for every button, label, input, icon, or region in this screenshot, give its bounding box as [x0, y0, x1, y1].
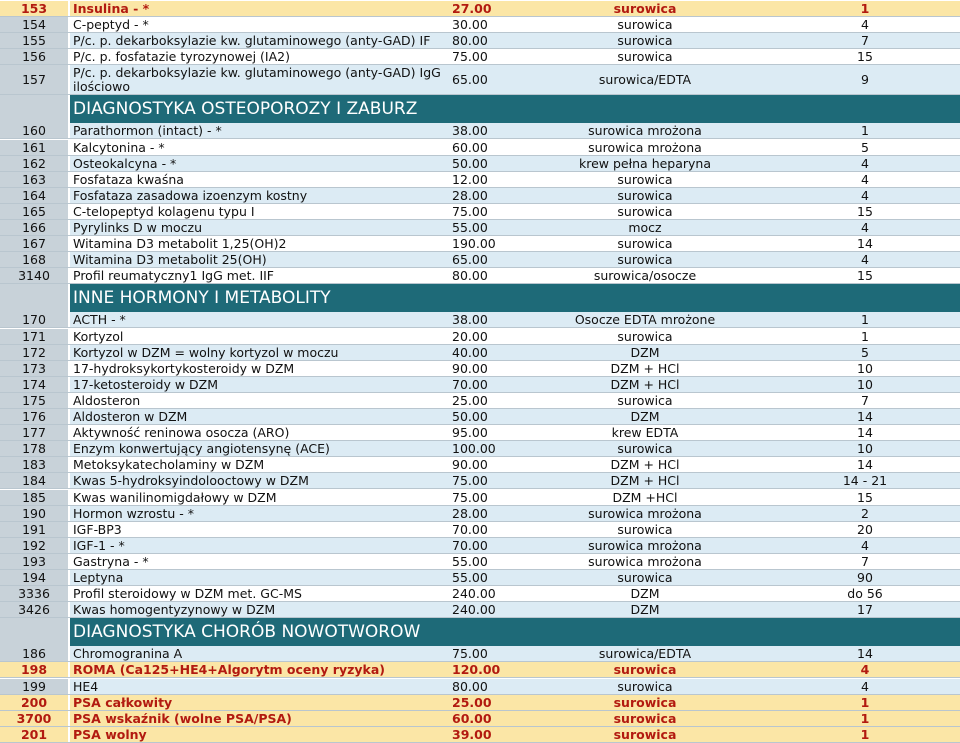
test-price: 70.00	[448, 522, 520, 537]
test-name: Insulina - *	[70, 1, 448, 16]
test-id: 155	[0, 33, 68, 48]
test-name: Kwas homogentyzynowy w DZM	[70, 602, 448, 617]
test-name: Kwas 5-hydroksyindolooctowy w DZM	[70, 473, 448, 488]
test-price: 120.00	[448, 662, 520, 677]
test-price: 55.00	[448, 554, 520, 569]
test-price: 60.00	[448, 140, 520, 155]
table-row	[0, 646, 960, 662]
table-row	[0, 441, 960, 457]
table-row	[0, 204, 960, 220]
test-material: surowica mrożona	[520, 554, 770, 569]
test-material: surowica	[520, 679, 770, 694]
table-row	[0, 17, 960, 33]
test-turnaround: 15	[770, 204, 960, 219]
test-id: 194	[0, 570, 68, 585]
test-id: 172	[0, 345, 68, 360]
test-name: Pyrylinks D w moczu	[70, 220, 448, 235]
test-material: krew pełna heparyna	[520, 156, 770, 171]
section-id-cell	[0, 618, 68, 646]
table-row	[0, 377, 960, 393]
test-id: 192	[0, 538, 68, 553]
test-id: 198	[0, 662, 68, 677]
test-turnaround: 2	[770, 506, 960, 521]
test-price: 65.00	[448, 252, 520, 267]
test-material: surowica/EDTA	[520, 65, 770, 94]
test-id: 183	[0, 457, 68, 472]
table-row	[0, 727, 960, 743]
test-material: DZM	[520, 586, 770, 601]
section-header	[0, 284, 960, 312]
test-price: 75.00	[448, 473, 520, 488]
test-price: 20.00	[448, 329, 520, 344]
test-material: surowica mrożona	[520, 140, 770, 155]
test-material: surowica mrożona	[520, 506, 770, 521]
test-turnaround: 4	[770, 172, 960, 187]
test-price: 190.00	[448, 236, 520, 251]
test-name: Osteokalcyna - *	[70, 156, 448, 171]
test-price: 75.00	[448, 646, 520, 661]
test-material: surowica mrożona	[520, 123, 770, 138]
table-row	[0, 602, 960, 618]
test-material: krew EDTA	[520, 425, 770, 440]
table-row	[0, 361, 960, 377]
test-name: Kortyzol	[70, 329, 448, 344]
table-row	[0, 312, 960, 328]
test-id: 3426	[0, 602, 68, 617]
test-id: 161	[0, 140, 68, 155]
test-turnaround: 4	[770, 220, 960, 235]
test-turnaround: 14 - 21	[770, 473, 960, 488]
test-name: PSA wskaźnik (wolne PSA/PSA)	[70, 711, 448, 726]
test-turnaround: 7	[770, 554, 960, 569]
section-title: DIAGNOSTYKA CHORÓB NOWOTWOROW	[73, 622, 421, 643]
test-name: Hormon wzrostu - *	[70, 506, 448, 521]
test-turnaround: 1	[770, 695, 960, 710]
table-row	[0, 268, 960, 284]
test-id: 157	[0, 65, 68, 94]
test-material: surowica	[520, 1, 770, 16]
test-name: Kalcytonina - *	[70, 140, 448, 155]
test-price: 12.00	[448, 172, 520, 187]
test-name: ROMA (Ca125+HE4+Algorytm oceny ryzyka)	[70, 662, 448, 677]
test-price: 60.00	[448, 711, 520, 726]
test-id: 185	[0, 490, 68, 505]
test-turnaround: 4	[770, 252, 960, 267]
test-price: 70.00	[448, 377, 520, 392]
table-row	[0, 586, 960, 602]
table-row	[0, 188, 960, 204]
test-material: Osocze EDTA mrożone	[520, 312, 770, 327]
test-name: Leptyna	[70, 570, 448, 585]
table-row	[0, 662, 960, 678]
test-name: C-peptyd - *	[70, 17, 448, 32]
test-turnaround: 4	[770, 156, 960, 171]
test-name: Parathormon (intact) - *	[70, 123, 448, 138]
test-turnaround: 14	[770, 646, 960, 661]
test-id: 190	[0, 506, 68, 521]
test-turnaround: 10	[770, 377, 960, 392]
test-price: 75.00	[448, 204, 520, 219]
test-id: 166	[0, 220, 68, 235]
table-row	[0, 554, 960, 570]
test-material: surowica	[520, 329, 770, 344]
test-id: 200	[0, 695, 68, 710]
section-header	[0, 618, 960, 646]
test-turnaround: 14	[770, 457, 960, 472]
test-price: 28.00	[448, 188, 520, 203]
test-id: 3336	[0, 586, 68, 601]
test-price: 65.00	[448, 65, 520, 94]
table-row	[0, 695, 960, 711]
test-id: 160	[0, 123, 68, 138]
test-turnaround: 20	[770, 522, 960, 537]
table-row	[0, 490, 960, 506]
test-price: 55.00	[448, 220, 520, 235]
test-price: 38.00	[448, 123, 520, 138]
table-row	[0, 140, 960, 156]
test-name: IGF-BP3	[70, 522, 448, 537]
table-row	[0, 49, 960, 65]
test-turnaround: 14	[770, 236, 960, 251]
test-price: 240.00	[448, 586, 520, 601]
test-id: 184	[0, 473, 68, 488]
test-id: 178	[0, 441, 68, 456]
test-name: 17-ketosteroidy w DZM	[70, 377, 448, 392]
test-material: DZM + HCl	[520, 361, 770, 376]
test-id: 168	[0, 252, 68, 267]
test-name: Profil reumatyczny1 IgG met. IIF	[70, 268, 448, 283]
table-row	[0, 345, 960, 361]
test-price: 90.00	[448, 361, 520, 376]
test-name: Metoksykatecholaminy w DZM	[70, 457, 448, 472]
test-material: DZM + HCl	[520, 377, 770, 392]
test-material: surowica	[520, 33, 770, 48]
table-row	[0, 538, 960, 554]
test-turnaround: 15	[770, 268, 960, 283]
test-turnaround: 5	[770, 140, 960, 155]
test-id: 154	[0, 17, 68, 32]
test-name: C-telopeptyd kolagenu typu I	[70, 204, 448, 219]
section-id-cell	[0, 284, 68, 312]
test-price: 75.00	[448, 490, 520, 505]
test-name: P/c. p. dekarboksylazie kw. glutaminowego (anty-GAD) IgG ilościowo	[70, 65, 448, 94]
test-price: 25.00	[448, 393, 520, 408]
test-name: HE4	[70, 679, 448, 694]
section-title: INNE HORMONY I METABOLITY	[73, 288, 331, 309]
test-id: 170	[0, 312, 68, 327]
test-name: Kwas wanilinomigdałowy w DZM	[70, 490, 448, 505]
section-header	[0, 95, 960, 123]
test-material: surowica mrożona	[520, 538, 770, 553]
test-name: PSA wolny	[70, 727, 448, 742]
table-row	[0, 220, 960, 236]
test-price: 38.00	[448, 312, 520, 327]
test-material: DZM +HCl	[520, 490, 770, 505]
test-name: Kortyzol w DZM = wolny kortyzol w moczu	[70, 345, 448, 360]
test-turnaround: 7	[770, 393, 960, 408]
test-material: surowica	[520, 172, 770, 187]
test-name: Fosfataza zasadowa izoenzym kostny	[70, 188, 448, 203]
test-price: 28.00	[448, 506, 520, 521]
test-material: DZM + HCl	[520, 473, 770, 488]
test-id: 156	[0, 49, 68, 64]
test-name: Enzym konwertujący angiotensynę (ACE)	[70, 441, 448, 456]
test-id: 3700	[0, 711, 68, 726]
test-name: Aldosteron	[70, 393, 448, 408]
test-material: DZM	[520, 409, 770, 424]
test-turnaround: 14	[770, 409, 960, 424]
test-material: DZM + HCl	[520, 457, 770, 472]
test-id: 186	[0, 646, 68, 661]
test-id: 191	[0, 522, 68, 537]
test-turnaround: 7	[770, 33, 960, 48]
test-id: 177	[0, 425, 68, 440]
test-material: surowica	[520, 662, 770, 677]
test-turnaround: 4	[770, 662, 960, 677]
test-id: 3140	[0, 268, 68, 283]
test-price: 50.00	[448, 409, 520, 424]
test-id: 164	[0, 188, 68, 203]
test-turnaround: 1	[770, 123, 960, 138]
test-material: surowica	[520, 441, 770, 456]
test-turnaround: 10	[770, 361, 960, 376]
test-name: Aktywność reninowa osocza (ARO)	[70, 425, 448, 440]
table-row	[0, 711, 960, 727]
test-name: Witamina D3 metabolit 25(OH)	[70, 252, 448, 267]
test-id: 176	[0, 409, 68, 424]
test-id: 193	[0, 554, 68, 569]
test-turnaround: 1	[770, 711, 960, 726]
test-price: 75.00	[448, 49, 520, 64]
test-price: 240.00	[448, 602, 520, 617]
test-name: IGF-1 - *	[70, 538, 448, 553]
test-material: surowica	[520, 711, 770, 726]
test-price: 39.00	[448, 727, 520, 742]
test-material: DZM	[520, 345, 770, 360]
test-id: 163	[0, 172, 68, 187]
table-row	[0, 252, 960, 268]
test-turnaround: 90	[770, 570, 960, 585]
test-material: DZM	[520, 602, 770, 617]
test-price: 80.00	[448, 33, 520, 48]
section-title: DIAGNOSTYKA OSTEOPOROZY I ZABURZ	[73, 99, 418, 120]
test-material: surowica	[520, 393, 770, 408]
test-turnaround: 4	[770, 17, 960, 32]
test-price: 27.00	[448, 1, 520, 16]
section-id-cell	[0, 95, 68, 123]
test-turnaround: 17	[770, 602, 960, 617]
table-row	[0, 329, 960, 345]
test-turnaround: 14	[770, 425, 960, 440]
test-turnaround: 1	[770, 727, 960, 742]
test-id: 167	[0, 236, 68, 251]
test-material: surowica	[520, 236, 770, 251]
table-row	[0, 570, 960, 586]
test-turnaround: 1	[770, 312, 960, 327]
test-turnaround: 4	[770, 188, 960, 203]
test-turnaround: 4	[770, 538, 960, 553]
test-name: Chromogranina A	[70, 646, 448, 661]
table-row	[0, 156, 960, 172]
table-row	[0, 506, 960, 522]
test-price: 40.00	[448, 345, 520, 360]
test-name: Gastryna - *	[70, 554, 448, 569]
test-id: 174	[0, 377, 68, 392]
test-price: 70.00	[448, 538, 520, 553]
test-turnaround: 1	[770, 1, 960, 16]
table-row	[0, 236, 960, 252]
table-row	[0, 33, 960, 49]
test-turnaround: 1	[770, 329, 960, 344]
test-material: surowica	[520, 188, 770, 203]
table-row	[0, 172, 960, 188]
test-turnaround: 5	[770, 345, 960, 360]
test-turnaround: 15	[770, 490, 960, 505]
test-material: surowica/EDTA	[520, 646, 770, 661]
test-id: 173	[0, 361, 68, 376]
test-material: surowica	[520, 570, 770, 585]
test-price: 25.00	[448, 695, 520, 710]
test-id: 162	[0, 156, 68, 171]
test-price: 30.00	[448, 17, 520, 32]
test-material: surowica	[520, 204, 770, 219]
table-row	[0, 409, 960, 425]
test-material: surowica	[520, 17, 770, 32]
test-name: P/c. p. dekarboksylazie kw. glutaminowego (anty-GAD) IF	[70, 33, 448, 48]
test-material: surowica	[520, 522, 770, 537]
table-row	[0, 425, 960, 441]
test-material: surowica/osocze	[520, 268, 770, 283]
test-material: surowica	[520, 727, 770, 742]
test-name: ACTH - *	[70, 312, 448, 327]
test-price: 50.00	[448, 156, 520, 171]
test-material: surowica	[520, 49, 770, 64]
test-name: P/c. p. fosfatazie tyrozynowej (IA2)	[70, 49, 448, 64]
test-price: 90.00	[448, 457, 520, 472]
test-id: 199	[0, 679, 68, 694]
test-price: 80.00	[448, 268, 520, 283]
table-row	[0, 393, 960, 409]
table-row	[0, 123, 960, 139]
test-turnaround: 9	[770, 65, 960, 94]
test-material: surowica	[520, 695, 770, 710]
test-turnaround: 10	[770, 441, 960, 456]
test-id: 175	[0, 393, 68, 408]
test-material: mocz	[520, 220, 770, 235]
test-name: Profil steroidowy w DZM met. GC-MS	[70, 586, 448, 601]
table-row	[0, 522, 960, 538]
table-row	[0, 473, 960, 489]
test-turnaround: do 56	[770, 586, 960, 601]
test-id: 165	[0, 204, 68, 219]
test-id: 171	[0, 329, 68, 344]
table-row	[0, 65, 960, 95]
test-id: 201	[0, 727, 68, 742]
test-turnaround: 15	[770, 49, 960, 64]
table-row	[0, 679, 960, 695]
test-name: Fosfataza kwaśna	[70, 172, 448, 187]
test-price: 55.00	[448, 570, 520, 585]
test-name: Aldosteron w DZM	[70, 409, 448, 424]
test-name: 17-hydroksykortykosteroidy w DZM	[70, 361, 448, 376]
table-row	[0, 457, 960, 473]
test-price: 100.00	[448, 441, 520, 456]
test-name: PSA całkowity	[70, 695, 448, 710]
test-id: 153	[0, 1, 68, 16]
test-name: Witamina D3 metabolit 1,25(OH)2	[70, 236, 448, 251]
table-row	[0, 1, 960, 17]
test-price: 95.00	[448, 425, 520, 440]
test-price: 80.00	[448, 679, 520, 694]
test-turnaround: 4	[770, 679, 960, 694]
test-material: surowica	[520, 252, 770, 267]
